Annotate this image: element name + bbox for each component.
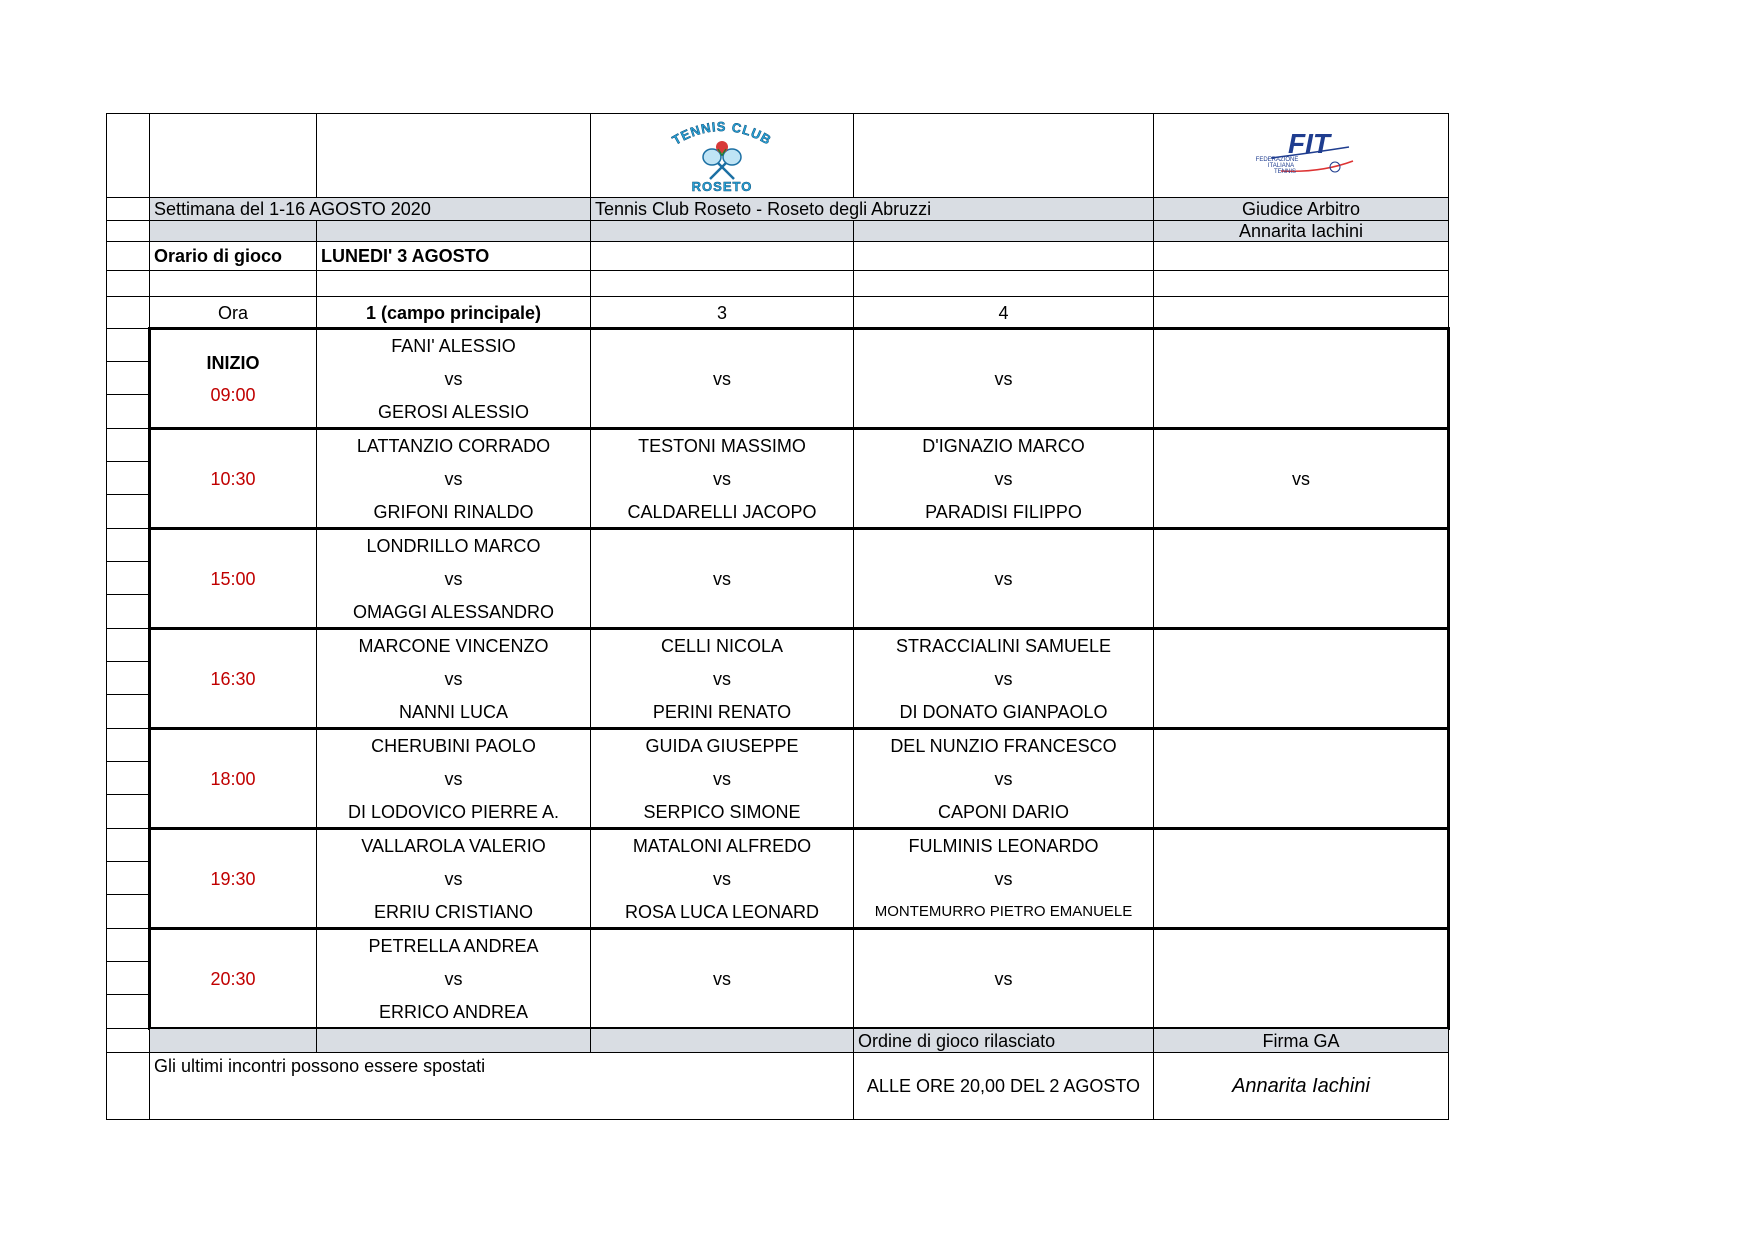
time-value: 15:00 — [210, 568, 256, 589]
player-name: DEL NUNZIO FRANCESCO — [890, 735, 1117, 756]
stub-cell — [106, 242, 150, 271]
col-header-court5 — [1154, 297, 1449, 329]
match-cell — [854, 929, 1154, 1029]
col-header-court4: 4 — [854, 297, 1154, 329]
versus-label: vs — [994, 368, 1013, 389]
stub-cell — [106, 729, 150, 762]
versus-label: vs — [444, 868, 463, 889]
player-name — [854, 329, 1153, 362]
block-border — [148, 328, 151, 1030]
club-name: Tennis Club Roseto - Roseto degli Abruzzi — [591, 198, 1154, 221]
versus-label — [1154, 862, 1448, 895]
versus-label: vs — [1292, 468, 1310, 489]
stub-cell — [106, 595, 150, 629]
block-border — [1447, 328, 1450, 1030]
match-cell — [854, 629, 1154, 729]
player-name: GUIDA GIUSEPPE — [645, 735, 799, 756]
versus-label: vs — [444, 668, 463, 689]
versus-label: vs — [444, 468, 463, 489]
day-label: LUNEDI' 3 AGOSTO — [317, 242, 591, 271]
match-cell — [591, 329, 854, 429]
blank-cell — [1154, 242, 1449, 271]
player-name: NANNI LUCA — [398, 701, 509, 722]
player-name — [591, 529, 853, 562]
player-name — [1154, 629, 1448, 662]
match-cell — [854, 429, 1154, 529]
player-name — [591, 995, 853, 1028]
match-cell — [317, 829, 591, 929]
stub-cell — [106, 795, 150, 829]
match-cell — [591, 429, 854, 529]
time-slot — [150, 829, 317, 929]
stub-cell — [106, 329, 150, 362]
col-header-ora: Ora — [150, 297, 317, 329]
versus-label: vs — [994, 468, 1013, 489]
versus-label: vs — [994, 768, 1013, 789]
player-name: OMAGGI ALESSANDRO — [352, 601, 555, 622]
versus-label — [1154, 662, 1448, 695]
gray-band — [591, 221, 854, 242]
blank-cell — [854, 242, 1154, 271]
club-logo-line1: TENNIS CLUB — [669, 118, 775, 148]
block-border — [148, 827, 1450, 830]
stub-cell — [106, 1053, 150, 1120]
time-value: 19:30 — [210, 868, 256, 889]
player-name — [854, 995, 1153, 1028]
stub-cell — [106, 221, 150, 242]
player-name — [1154, 995, 1448, 1028]
player-name: CHERUBINI PAOLO — [371, 735, 536, 756]
stub-cell — [106, 395, 150, 429]
player-name — [1154, 829, 1448, 862]
stub-cell — [106, 662, 150, 695]
stub-cell — [106, 113, 150, 198]
match-cell — [591, 929, 854, 1029]
versus-label: vs — [444, 368, 463, 389]
player-name: GEROSI ALESSIO — [377, 401, 530, 422]
signature-label: Firma GA — [1154, 1029, 1449, 1053]
stub-cell — [106, 929, 150, 962]
referee-signature: Annarita Iachini — [1154, 1053, 1449, 1120]
blank-cell — [150, 113, 317, 198]
player-name: CAPONI DARIO — [937, 801, 1070, 822]
stub-cell — [106, 562, 150, 595]
match-cell — [1154, 929, 1449, 1029]
week-label: Settimana del 1-16 AGOSTO 2020 — [150, 198, 591, 221]
match-cell — [317, 629, 591, 729]
player-name: GRIFONI RINALDO — [373, 501, 534, 522]
time-value: 10:30 — [210, 468, 256, 489]
match-cell — [1154, 529, 1449, 629]
block-border — [148, 327, 1450, 330]
time-value: 20:30 — [210, 968, 256, 989]
tennis-club-roseto-logo — [662, 115, 782, 195]
versus-label: vs — [713, 968, 731, 989]
player-name — [1154, 395, 1448, 428]
club-logo-cell — [591, 113, 854, 198]
player-name: DI LODOVICO PIERRE A. — [347, 801, 560, 822]
gray-band — [317, 1029, 591, 1053]
player-name: ERRICO ANDREA — [378, 1001, 529, 1022]
player-name — [1154, 895, 1448, 928]
player-name: STRACCIALINI SAMUELE — [895, 635, 1112, 656]
blank-cell — [1154, 271, 1449, 297]
blank-cell — [317, 271, 591, 297]
player-name — [854, 595, 1153, 628]
time-slot — [150, 429, 317, 529]
blank-cell — [317, 113, 591, 198]
blank-cell — [854, 271, 1154, 297]
player-name — [1154, 329, 1448, 362]
player-name: CELLI NICOLA — [660, 635, 784, 656]
match-cell — [317, 429, 591, 529]
block-border — [148, 427, 1450, 430]
block-border — [148, 927, 1450, 930]
player-name: LATTANZIO CORRADO — [356, 435, 551, 456]
player-name: D'IGNAZIO MARCO — [922, 435, 1085, 456]
time-value: 16:30 — [210, 668, 256, 689]
gray-band — [150, 221, 317, 242]
versus-label: vs — [713, 568, 731, 589]
gray-band — [854, 221, 1154, 242]
blank-cell — [591, 242, 854, 271]
time-value: 18:00 — [210, 768, 256, 789]
player-name: LONDRILLO MARCO — [366, 535, 541, 556]
versus-label: vs — [444, 768, 463, 789]
match-cell — [854, 829, 1154, 929]
player-name — [1154, 795, 1448, 828]
blank-cell — [591, 271, 854, 297]
player-name — [1154, 429, 1448, 462]
stub-cell — [106, 762, 150, 795]
fit-logo — [1241, 127, 1361, 183]
player-name — [1154, 729, 1448, 762]
schedule-label: Orario di gioco — [150, 242, 317, 271]
versus-label: vs — [713, 868, 731, 889]
player-name — [591, 395, 853, 428]
stub-cell — [106, 629, 150, 662]
time-value: 09:00 — [210, 384, 256, 405]
versus-label — [1154, 962, 1448, 995]
match-cell — [591, 529, 854, 629]
match-cell — [1154, 429, 1449, 529]
versus-label: vs — [713, 668, 731, 689]
player-name: FULMINIS LEONARDO — [908, 835, 1099, 856]
player-name: MATALONI ALFREDO — [632, 835, 812, 856]
player-name — [1154, 495, 1448, 528]
match-cell — [317, 929, 591, 1029]
svg-text:FEDERAZIONE: FEDERAZIONE — [1255, 157, 1299, 163]
versus-label: vs — [713, 768, 731, 789]
blank-cell — [854, 113, 1154, 198]
match-cell — [317, 329, 591, 429]
stub-cell — [106, 862, 150, 895]
player-name — [854, 395, 1153, 428]
gray-band — [317, 221, 591, 242]
player-name: MONTEMURRO PIETRO EMANUELE — [874, 903, 1133, 920]
club-logo-line2: ROSETO — [691, 179, 753, 194]
player-name — [1154, 529, 1448, 562]
player-name: DI DONATO GIANPAOLO — [899, 701, 1108, 722]
player-name: PARADISI FILIPPO — [925, 501, 1082, 522]
stub-cell — [106, 995, 150, 1029]
match-cell — [1154, 629, 1449, 729]
player-name: PERINI RENATO — [652, 701, 792, 722]
order-released-value: ALLE ORE 20,00 DEL 2 AGOSTO — [854, 1053, 1154, 1120]
match-cell — [591, 629, 854, 729]
stub-cell — [106, 362, 150, 395]
player-name — [1154, 929, 1448, 962]
time-slot — [150, 929, 317, 1029]
player-name — [854, 929, 1153, 962]
time-slot — [150, 529, 317, 629]
time-slot — [150, 629, 317, 729]
stub-cell — [106, 1029, 150, 1053]
versus-label — [1154, 562, 1448, 595]
referee-label: Giudice Arbitro — [1154, 198, 1449, 221]
match-cell — [1154, 329, 1449, 429]
versus-label: vs — [713, 468, 731, 489]
player-name: TESTONI MASSIMO — [638, 435, 806, 456]
player-name — [854, 529, 1153, 562]
time-slot — [150, 729, 317, 829]
versus-label — [1154, 762, 1448, 795]
start-label: INIZIO — [206, 352, 260, 373]
stub-cell — [106, 297, 150, 329]
col-header-court1: 1 (campo principale) — [317, 297, 591, 329]
versus-label: vs — [994, 968, 1013, 989]
stub-cell — [106, 198, 150, 221]
col-header-court3: 3 — [591, 297, 854, 329]
match-cell — [1154, 729, 1449, 829]
versus-label: vs — [713, 368, 731, 389]
player-name: SERPICO SIMONE — [643, 801, 801, 822]
svg-text:TENNIS: TENNIS — [1273, 169, 1297, 175]
svg-text:ITALIANA: ITALIANA — [1267, 163, 1295, 169]
player-name: FANI' ALESSIO — [391, 335, 516, 356]
versus-label — [1154, 362, 1448, 395]
player-name — [1154, 695, 1448, 728]
match-cell — [591, 729, 854, 829]
match-cell — [854, 729, 1154, 829]
stub-cell — [106, 695, 150, 729]
match-cell — [317, 729, 591, 829]
versus-label: vs — [994, 668, 1013, 689]
stub-cell — [106, 829, 150, 862]
player-name — [591, 595, 853, 628]
stub-cell — [106, 271, 150, 297]
player-name — [1154, 595, 1448, 628]
time-slot — [150, 329, 317, 429]
stub-cell — [106, 962, 150, 995]
fit-logo-mark: FIT — [1288, 128, 1330, 159]
player-name — [591, 329, 853, 362]
order-released-label: Ordine di gioco rilasciato — [854, 1029, 1154, 1053]
schedule-sheet — [106, 113, 1449, 1120]
blank-cell — [150, 271, 317, 297]
versus-label: vs — [444, 968, 463, 989]
player-name: MARCONE VINCENZO — [358, 635, 549, 656]
crossed-rackets-icon — [703, 141, 741, 179]
versus-label: vs — [444, 568, 463, 589]
versus-label: vs — [994, 568, 1013, 589]
match-cell — [854, 329, 1154, 429]
versus-label: vs — [994, 868, 1013, 889]
stub-cell — [106, 495, 150, 529]
referee-name: Annarita Iachini — [1154, 221, 1449, 242]
block-border — [148, 527, 1450, 530]
player-name: ERRIU CRISTIANO — [373, 901, 533, 922]
player-name: VALLAROLA VALERIO — [361, 835, 546, 856]
fit-logo-cell — [1154, 113, 1449, 198]
block-border — [148, 627, 1450, 630]
player-name — [591, 929, 853, 962]
player-name: ROSA LUCA LEONARD — [624, 901, 820, 922]
block-border — [148, 727, 1450, 730]
stub-cell — [106, 429, 150, 462]
stub-cell — [106, 895, 150, 929]
gray-band — [150, 1029, 317, 1053]
player-name: PETRELLA ANDREA — [368, 935, 539, 956]
match-cell — [591, 829, 854, 929]
match-cell — [317, 529, 591, 629]
stub-cell — [106, 462, 150, 495]
footer-note: Gli ultimi incontri possono essere spostati — [150, 1053, 854, 1120]
gray-band — [591, 1029, 854, 1053]
player-name: CALDARELLI JACOPO — [627, 501, 817, 522]
match-cell — [854, 529, 1154, 629]
match-cell — [1154, 829, 1449, 929]
stub-cell — [106, 529, 150, 562]
